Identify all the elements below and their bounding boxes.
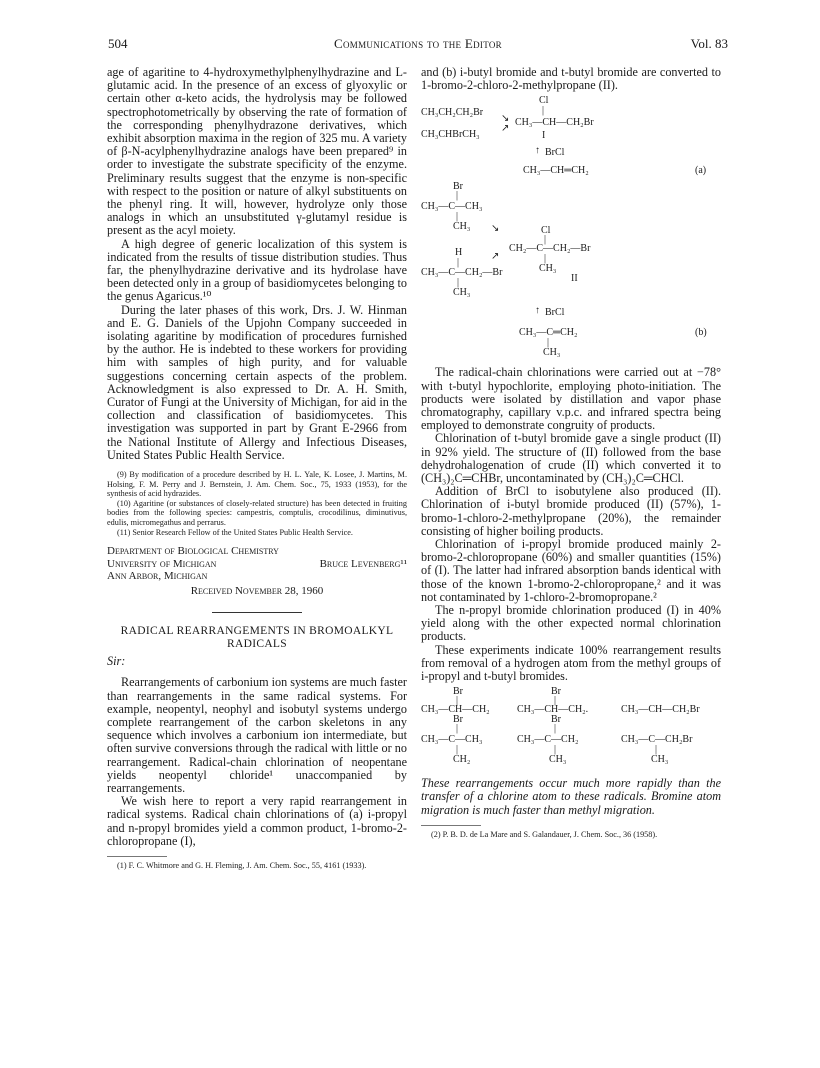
author-affiliation (107, 545, 407, 583)
left-column (107, 66, 407, 871)
scheme-b-bond-7: | (547, 337, 550, 349)
left-bottom-footnote (107, 861, 407, 871)
right-paragraph-5: Chlorination of i-propyl bromide produced mainly 2-bromo-2-chloropropane (60%) and smaller quantities (15%) of (I). The latter had infrared absorption bands identical with those of the known 1-bromo-2-chloropropane,² and it was not contaminated by 1-chloro-2-bromopropane.² (421, 537, 721, 604)
footnote-1: (1) F. C. Whitmore and G. H. Fleming, J. Am. Chem. Soc., 55, 4161 (1933). (117, 861, 367, 871)
scheme-b-t-butyl: CH₃—C—CH₃ (421, 201, 483, 213)
author-name: Bruce Levenberg¹¹ (319, 557, 407, 570)
footnote-11: (11) Senior Research Fellow of the United States Public Health Service. (117, 527, 353, 537)
scheme-b-bond-6: | (457, 277, 460, 289)
scheme-a-arrow-down: ↘ (501, 113, 510, 125)
left-paragraph-1: age of agaritine to 4-hydroxymethylphenylhydrazine and L-glutamic acid. In the presence of an excess of glyoxylic or certain other α-keto acids, the hydrolysis may be followed spectrophotometrically by observing the rate of formation of the corresponding phenylhydrazone derivatives, which exhibit absorption maxima in the region of 325 mu. A variety of β-N-acylphenylhydrazine analogs have been prepared⁹ in order to investigate the substrate specificity of the enzyme. Preliminary results suggest that the enzyme is non-specific with respect to the position or nature of alkyl substituents on the phenyl ring. It will, however, hydrolyze only those analogs in which an unsubstituted γ-glutamyl residue is present as the acyl moiety. (107, 65, 407, 238)
left-paragraph-4: Rearrangements of carbonium ion systems are much faster than rearrangements in the same radical systems. For example, neopentyl, neophyl and isobutyl systems undergo complete rearrangement of the carbon skeletons in any sequence which involves a carbonium ion intermediate, but often survive conversions through the radical with little or no rearrangement. Radical-chain chlorination of neopentane yields neopentyl chloride¹ unaccompanied by rearrangements. (107, 675, 407, 796)
radical-4: CH₃—C—CH₃ (421, 734, 483, 746)
scheme-b-tag: (b) (695, 327, 707, 339)
scheme-b-bond-2: | (456, 211, 459, 223)
radical-4-methylene: CH₂ (453, 754, 471, 766)
scheme-b-label-II: II (571, 273, 578, 285)
right-paragraph-2: The radical-chain chlorinations were carried out at −78° with t-butyl hypochlorite, employing photo-initiation. The products were isolated by distillation and vapor phase chromatography, capillary v.p.c. and infrared spectra being employed to demonstrate congruity of products. (421, 365, 721, 433)
reaction-scheme-a (421, 92, 721, 180)
scheme-b-alkene-methyl: CH₃ (543, 347, 561, 359)
scheme-b-i-butyl: CH₃—C—CH₂—Br (421, 267, 503, 279)
scheme-b-alkene: CH₃—C═CH₂ (519, 327, 578, 339)
scheme-a-reactant-1: CH₃CH₂CH₂Br (421, 107, 484, 119)
scheme-b-bond-4: | (544, 253, 547, 265)
radical-bond-6: | (554, 744, 557, 756)
scheme-a-alkene: CH₃—CH═CH₂ (523, 165, 589, 177)
affiliation-university: University of Michigan (107, 557, 217, 570)
scheme-b-product-methyl: CH₃ (539, 263, 557, 275)
left-paragraph-5: We wish here to report a very rapid rearrangement in radical systems. Radical chain chlorinations of (a) i-propyl and n-propyl bromides yield a common product, 1-bromo-2-chloropropane (I), (107, 794, 407, 848)
right-paragraph-1: and (b) i-butyl bromide and t-butyl bromide are converted to 1-bromo-2-chloro-2-methylpropane (II). (421, 65, 721, 93)
left-paragraph-3: During the later phases of this work, Drs. J. W. Hinman and E. G. Daniels of the Upjohn Company succeeded in isolating agaritine by modification of procedures furnished by the author. He is indebted to these workers for providing him with samples of high purity, and for valuable suggestions concerning certain aspects of the problem. Acknowledgment is also expressed to Dr. A. H. Smith, Curator of Fungi at the University of Michigan, for aid in the collection and classification of basidiomycetes. This investigation was supported in part by Grant E-2966 from the National Institute of Allergy and Infectious Diseases, United States Public Health Service. (107, 302, 407, 462)
scheme-b-methyl-b: CH₃ (453, 287, 471, 299)
page-header (108, 36, 728, 52)
radical-6-methyl: CH₃ (651, 754, 669, 766)
radical-bond-5: | (456, 744, 459, 756)
radical-bond-1: | (456, 695, 459, 707)
scheme-a-product: CH₃—CH—CH₂Br (515, 117, 594, 129)
scheme-b-arrow-up: ↗ (491, 251, 500, 263)
radical-bond-3: | (456, 723, 459, 735)
footnote-9: (9) By modification of a procedure described by H. L. Yale, K. Losee, J. Martins, M. Holsing, F. M. Perry and J. Bernstein, J. Am. Chem. Soc., 75, 1933 (1953), for the synthesis of acid hydrazides. (107, 470, 407, 499)
right-paragraph-6: The n-propyl bromide chlorination produced (I) in 40% yield along with the other expected normal chlorination products. (421, 603, 721, 644)
radical-2-bromine: Br (551, 686, 561, 698)
scheme-a-reactant-2: CH₃CHBrCH₃ (421, 129, 480, 141)
scheme-b-bond-3: | (544, 234, 547, 246)
radical-5: CH₃—C—CH₂ (517, 734, 579, 746)
scheme-a-chlorine: Cl (539, 95, 549, 107)
footnote-10: (10) Agaritine (or substances of closely-related structure) has been detected in fruiting bodies from the following species: campestris, comptulis, crocodilinus, diminutivus, edulis, micromegathus and perrarus. (107, 498, 407, 528)
right-paragraph-4: Addition of BrCl to isobutylene also produced (II). Chlorination of i-butyl bromide produced (II) (57%), 1-bromo-1-chloro-2-methylpropane (20%), the remainder consisting of higher boiling products. (421, 484, 721, 538)
scheme-b-hydrogen: H (455, 247, 463, 259)
scheme-b-product: CH₂—C—CH₂—Br (509, 243, 591, 255)
salutation: Sir: (107, 654, 126, 669)
scheme-a-arrow-up: ↗ (501, 123, 510, 135)
scheme-b-bond-5: | (457, 257, 460, 269)
footnote-2: (2) P. B. D. de La Mare and S. Galandauer, J. Chem. Soc., 36 (1958). (431, 829, 658, 839)
radical-5-bromine: Br (551, 714, 561, 726)
received-date: Received November 28, 1960 (190, 585, 324, 598)
radical-3: CH₃—CH—CH₂Br (621, 704, 700, 716)
left-paragraph-2: A high degree of generic localization of this system is indicated from the results of tissue distribution studies. Thus far, the phenylhydrazine derivative and its hydrolase have been detected only in a group of basidiomycetes belonging to the genus Agaricus.¹⁰ (107, 236, 407, 304)
left-footnotes (107, 470, 407, 537)
footnote-separator (107, 856, 167, 857)
right-bottom-footnote (421, 830, 721, 840)
radical-structures (421, 685, 721, 777)
scheme-b-bromine: Br (453, 181, 463, 193)
scheme-a-tag: (a) (695, 165, 707, 177)
article-title: RADICAL REARRANGEMENTS IN BROMOALKYL RADICALS (120, 625, 394, 651)
right-paragraph-7: These experiments indicate 100% rearrangement results from removal of a hydrogen atom from the methyl groups of i-propyl and t-butyl bromides. (421, 642, 721, 684)
scheme-a-reagent: BrCl (545, 147, 565, 159)
right-footnote-separator (421, 825, 481, 826)
scheme-b-bond-1: | (456, 190, 459, 202)
scheme-b-reagent: BrCl (545, 307, 565, 319)
radical-5-methyl: CH₃ (549, 754, 567, 766)
radical-4-bromine: Br (453, 714, 463, 726)
right-paragraph-3: Chlorination of t-butyl bromide gave a single product (II) in 92% yield. The structure of (II) followed from the base dehydrohalogenation of crude (II) which converted it to (CH₃)₂C═CHBr, uncontaminated by (CH₃)₂C═CHCl. (421, 431, 721, 486)
radical-bond-2: | (554, 695, 557, 707)
scheme-b-chlorine: Cl (541, 225, 551, 237)
volume-label: Vol. 83 (690, 36, 728, 51)
reaction-scheme-b (421, 180, 721, 366)
radical-2: CH₃—CH—CH₂. (517, 704, 589, 716)
affiliation-city: Ann Arbor, Michigan (107, 570, 208, 583)
right-column (421, 66, 721, 839)
affiliation-department: Department of Biological Chemistry (107, 545, 279, 558)
section-divider (212, 612, 302, 613)
right-paragraph-8: These rearrangements occur much more rapidly than the transfer of a chlorine atom to these radicals. Bromine atom migration is much faster than methyl migration. (421, 776, 721, 817)
radical-1: CH₃—CH—CH₂ (421, 704, 490, 716)
radical-6: CH₃—C—CH₂Br (621, 734, 693, 746)
page-number: 504 (108, 36, 128, 51)
running-title: Communications to the Editor (334, 36, 502, 51)
scheme-b-reagent-arrow: ↑ (535, 305, 540, 317)
scheme-a-bond: | (542, 105, 545, 117)
radical-bond-7: | (655, 744, 658, 756)
scheme-b-methyl-a: CH₃ (453, 221, 471, 233)
radical-bond-4: | (554, 723, 557, 735)
scheme-a-reagent-arrow: ↑ (535, 145, 540, 157)
scheme-a-label-I: I (542, 130, 546, 142)
scheme-b-arrow-down: ↘ (491, 223, 500, 235)
radical-1-bromine: Br (453, 686, 463, 698)
